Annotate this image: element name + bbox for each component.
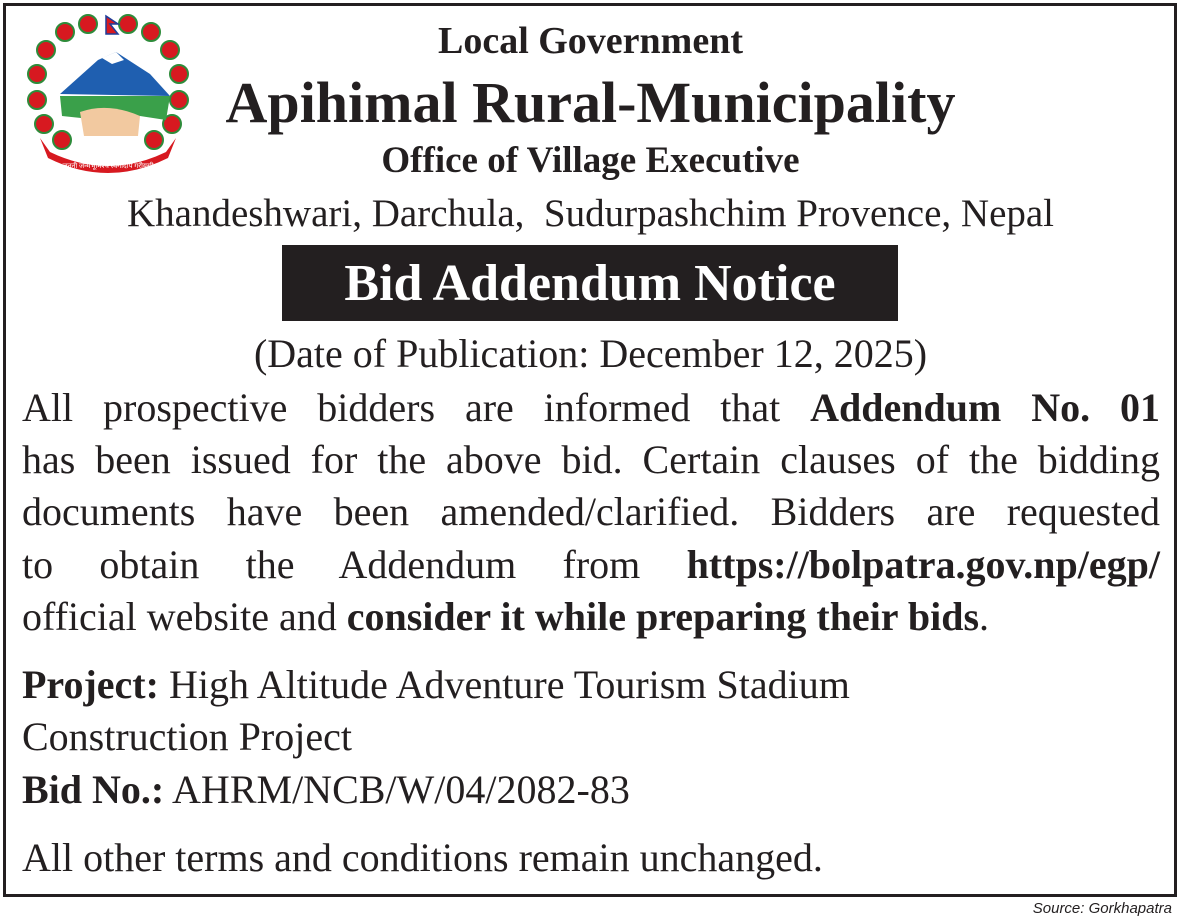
body-line-3: documents have been amended/clarified. Bidders are requested [22, 489, 1160, 534]
bid-number-label: Bid No.: [22, 767, 165, 812]
office-name: Office of Village Executive [381, 140, 800, 181]
municipality-title: Apihimal Rural-Municipality [225, 70, 956, 135]
project-label: Project: [22, 662, 159, 707]
body-line-2: has been issued for the above bid. Certain clauses of the bidding [22, 437, 1160, 482]
header-local-government: Local Government [437, 20, 743, 62]
source-credit: Source: Gorkhapatra [1032, 900, 1172, 917]
bolpatra-link[interactable]: https://bolpatra.gov.np/egp/ [686, 542, 1160, 587]
emblem-motto: जननी जन्मभूमिश्च स्वर्गादपि गरीयसी [62, 162, 154, 170]
address: Khandeshwari, Darchula, Sudurpashchim Provence, Nepal [126, 192, 1055, 235]
body-line-5 [22, 594, 990, 639]
emphasis-text: consider it while preparing their bids [346, 594, 980, 639]
body-text: to obtain the Addendum from [22, 542, 687, 587]
notice-title-badge [282, 245, 898, 321]
addendum-number: Addendum No. 01 [810, 385, 1160, 430]
body-line-1 [22, 385, 1160, 430]
project-line [22, 662, 850, 707]
project-line-2: Construction Project [22, 714, 352, 759]
bid-number: AHRM/NCB/W/04/2082-83 [164, 767, 630, 812]
body-line-4 [22, 542, 1160, 587]
body-text: official website and [22, 594, 347, 639]
body-text: All prospective bidders are informed that [22, 385, 811, 430]
project-name: High Altitude Adventure Tourism Stadium [158, 662, 850, 707]
notice-title: Bid Addendum Notice [344, 254, 836, 312]
closing-text: All other terms and conditions remain unchanged. [22, 835, 823, 880]
publication-date: (Date of Publication: December 12, 2025) [253, 331, 928, 376]
bid-number-line [22, 767, 630, 812]
period: . [979, 594, 990, 639]
